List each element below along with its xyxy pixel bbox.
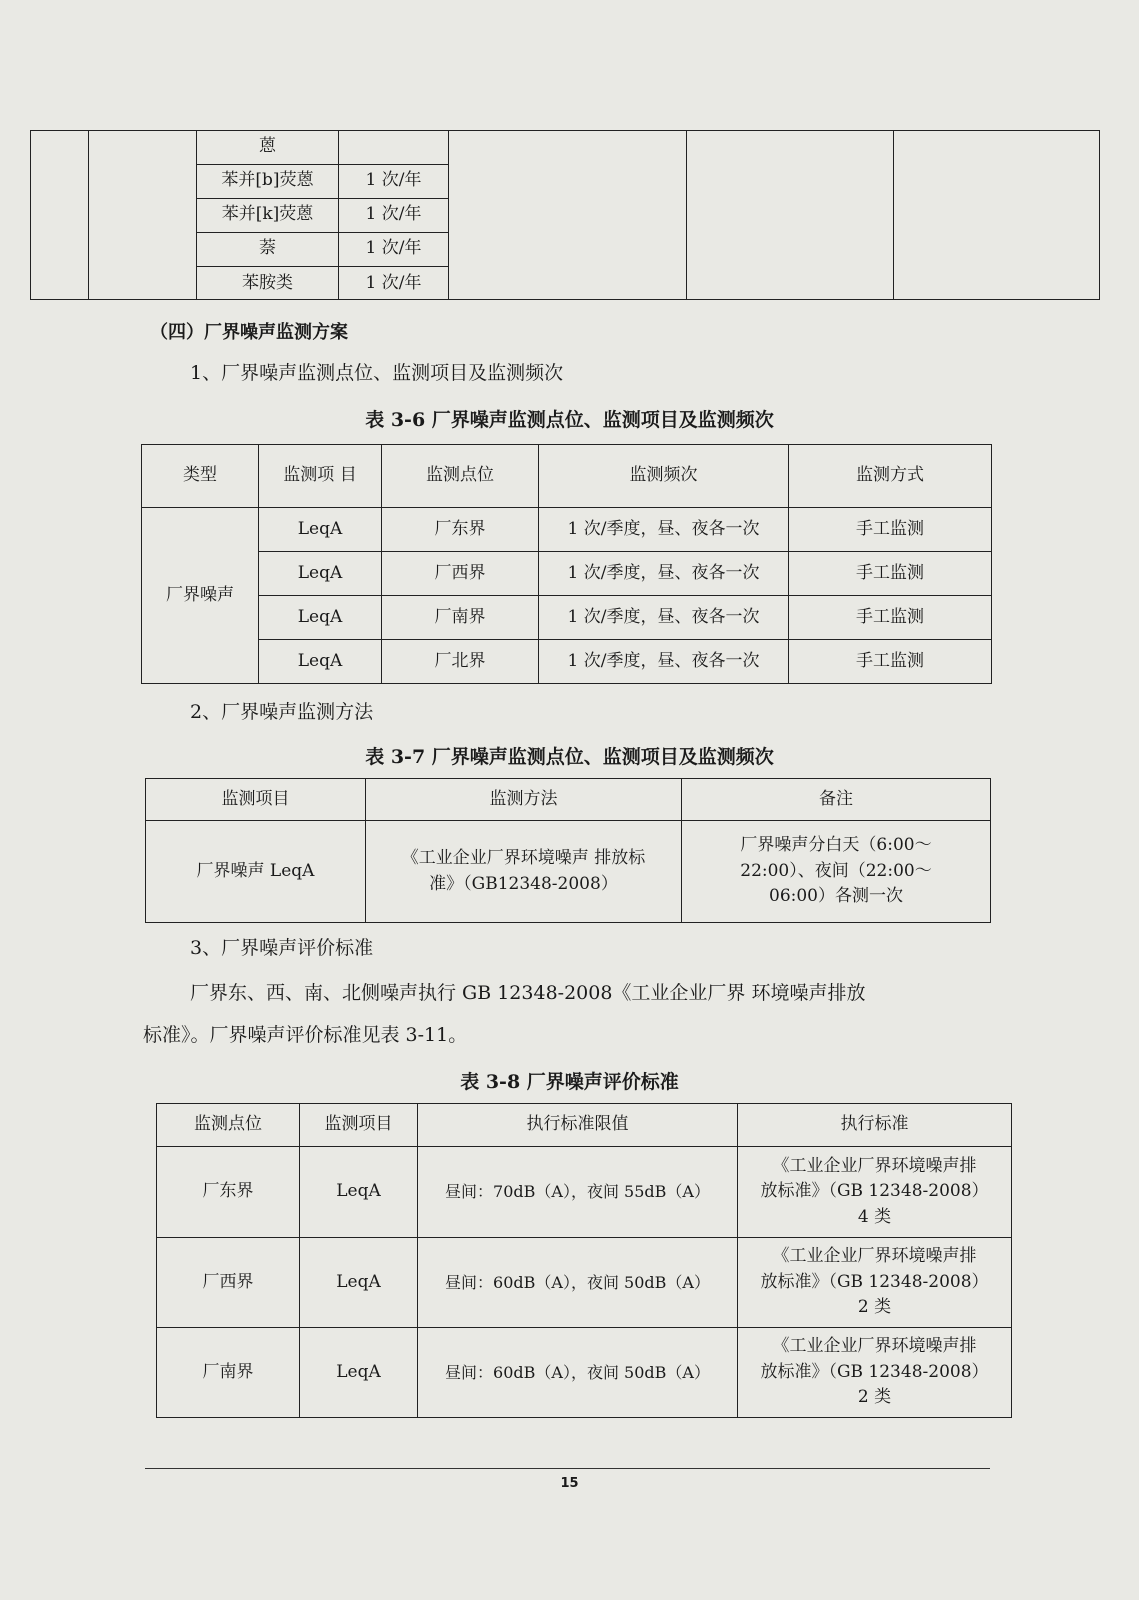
table-3-7 — [145, 778, 991, 923]
header-frequency: 监测频次 — [539, 445, 789, 508]
frequency-cell: 1 次/季度，昼、夜各一次 — [539, 596, 789, 640]
table-row — [157, 1147, 1012, 1238]
top-table — [196, 130, 449, 300]
point-cell: 厂南界 — [382, 596, 539, 640]
standard-line: 2 类 — [857, 1387, 892, 1408]
point-cell: 厂北界 — [382, 640, 539, 684]
standard-cell — [738, 1238, 1012, 1328]
method-cell — [366, 821, 682, 923]
frequency-cell: 1 次/年 — [339, 266, 449, 300]
item-cell: LeqA — [259, 640, 382, 684]
paragraph-line-2: 标准》。厂界噪声评价标准见表 3-11。 — [143, 1024, 468, 1046]
method-line: 准》（GB12348-2008） — [429, 873, 618, 894]
method-line: 《工业企业厂界环境噪声 排放标 — [401, 848, 646, 868]
frequency-cell: 1 次/年 — [339, 232, 449, 266]
standard-cell — [738, 1328, 1012, 1418]
point-cell: 厂西界 — [157, 1238, 300, 1328]
table-header-row — [142, 445, 992, 508]
limit-cell: 昼间：60dB（A），夜间 50dB（A） — [418, 1238, 738, 1328]
limit-cell: 昼间：70dB（A），夜间 55dB（A） — [418, 1147, 738, 1238]
table-header-row — [146, 779, 991, 821]
frequency-cell — [339, 130, 449, 164]
item-cell: LeqA — [259, 552, 382, 596]
item-cell: LeqA — [300, 1328, 418, 1418]
method-cell: 手工监测 — [789, 508, 992, 552]
table-row — [197, 266, 449, 300]
pollutant-cell: 萘 — [197, 232, 339, 266]
frequency-cell: 1 次/季度，昼、夜各一次 — [539, 508, 789, 552]
note-line: 22:00）、夜间（22:00～ — [740, 860, 932, 881]
subheading-3: 3、厂界噪声评价标准 — [190, 937, 374, 959]
table-row — [197, 232, 449, 266]
header-item: 监测项目 — [146, 779, 366, 821]
method-cell: 手工监测 — [789, 640, 992, 684]
frequency-cell: 1 次/季度，昼、夜各一次 — [539, 552, 789, 596]
method-cell: 手工监测 — [789, 552, 992, 596]
paragraph-line-1: 厂界东、西、南、北侧噪声执行 GB 12348-2008《工业企业厂界 环境噪声排放 — [190, 982, 866, 1004]
pollutant-cell: 苯并[b]荧蒽 — [197, 164, 339, 198]
standard-line: 放标准》（GB 12348-2008） — [760, 1271, 989, 1292]
type-cell: 厂界噪声 — [142, 508, 259, 684]
subheading-1: 1、厂界噪声监测点位、监测项目及监测频次 — [190, 362, 564, 384]
table-row — [197, 198, 449, 232]
standard-line: 4 类 — [857, 1206, 892, 1227]
table-row — [142, 508, 992, 552]
item-cell: LeqA — [300, 1238, 418, 1328]
table-row — [142, 640, 992, 684]
table-3-6 — [141, 444, 992, 684]
point-cell: 厂东界 — [157, 1147, 300, 1238]
header-limit: 执行标准限值 — [418, 1104, 738, 1147]
header-item: 监测项目 — [300, 1104, 418, 1147]
table-row — [157, 1238, 1012, 1328]
item-cell: 厂界噪声 LeqA — [146, 821, 366, 923]
header-standard: 执行标准 — [738, 1104, 1012, 1147]
standard-cell — [738, 1147, 1012, 1238]
table-row — [197, 130, 449, 164]
item-cell: LeqA — [259, 596, 382, 640]
section-heading: （四）厂界噪声监测方案 — [150, 322, 348, 343]
pollutant-cell: 苯并[k]荧蒽 — [197, 198, 339, 232]
method-cell: 手工监测 — [789, 596, 992, 640]
pollutant-cell: 蒽 — [197, 130, 339, 164]
table-row — [157, 1328, 1012, 1418]
table-3-7-caption: 表 3-7 厂界噪声监测点位、监测项目及监测频次 — [365, 746, 774, 768]
item-cell: LeqA — [259, 508, 382, 552]
table-row — [142, 596, 992, 640]
note-cell — [682, 821, 991, 923]
limit-cell: 昼间：60dB（A），夜间 50dB（A） — [418, 1328, 738, 1418]
table-header-row — [157, 1104, 1012, 1147]
header-note: 备注 — [682, 779, 991, 821]
note-line: 厂界噪声分白天（6:00～ — [740, 835, 932, 856]
point-cell: 厂东界 — [382, 508, 539, 552]
header-point: 监测点位 — [382, 445, 539, 508]
frequency-cell: 1 次/季度，昼、夜各一次 — [539, 640, 789, 684]
standard-line: 《工业企业厂界环境噪声排 — [772, 1336, 977, 1357]
standard-line: 放标准》（GB 12348-2008） — [760, 1181, 989, 1202]
table-3-6-caption: 表 3-6 厂界噪声监测点位、监测项目及监测频次 — [365, 409, 774, 431]
table-row — [197, 164, 449, 198]
table-row — [146, 821, 991, 923]
standard-line: 《工业企业厂界环境噪声排 — [772, 1155, 977, 1176]
table-3-8 — [156, 1103, 1012, 1418]
header-item: 监测项 目 — [259, 445, 382, 508]
standard-line: 放标准》（GB 12348-2008） — [760, 1361, 989, 1382]
header-type: 类型 — [142, 445, 259, 508]
point-cell: 厂南界 — [157, 1328, 300, 1418]
frequency-cell: 1 次/年 — [339, 198, 449, 232]
subheading-2: 2、厂界噪声监测方法 — [190, 701, 374, 723]
standard-line: 《工业企业厂界环境噪声排 — [772, 1246, 977, 1267]
footer-rule — [145, 1468, 990, 1469]
header-method: 监测方法 — [366, 779, 682, 821]
table-3-8-caption: 表 3-8 厂界噪声评价标准 — [460, 1071, 679, 1093]
standard-line: 2 类 — [857, 1297, 892, 1318]
note-line: 06:00）各测一次 — [769, 886, 903, 907]
header-point: 监测点位 — [157, 1104, 300, 1147]
page-number: 15 — [560, 1476, 579, 1491]
frequency-cell: 1 次/年 — [339, 164, 449, 198]
point-cell: 厂西界 — [382, 552, 539, 596]
pollutant-cell: 苯胺类 — [197, 266, 339, 300]
table-row — [142, 552, 992, 596]
item-cell: LeqA — [300, 1147, 418, 1238]
header-method: 监测方式 — [789, 445, 992, 508]
